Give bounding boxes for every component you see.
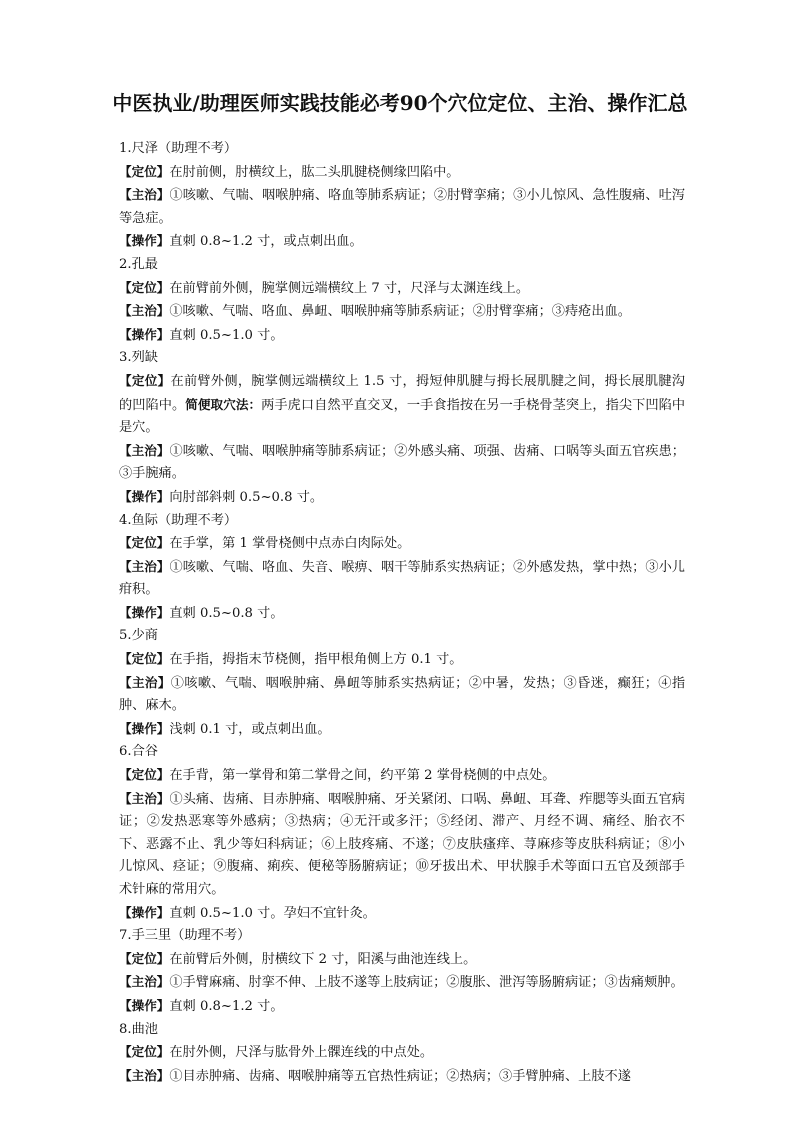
operation-label: 【操作】 [119, 904, 170, 920]
indication-label: 【主治】 [119, 558, 170, 574]
point-heading [119, 254, 685, 277]
point-heading [119, 625, 685, 648]
acupoint-entry-quchi [119, 1019, 685, 1089]
operation-label: 【操作】 [119, 488, 170, 504]
indication-row [119, 1065, 685, 1089]
operation-label: 【操作】 [119, 604, 170, 620]
indication-text: ①咳嗽、气喘、咽喉肿痛等肺系病证；②外感头痛、项强、齿痛、口㖞等头面五官疾患；③手腕痛。 [119, 443, 685, 482]
point-number: 3. [119, 350, 132, 366]
point-note: （助理不考） [171, 928, 251, 944]
operation-text: 浅刺 0.1 寸，或点刺出血。 [169, 721, 331, 737]
operation-row [119, 486, 685, 510]
point-number: 7. [119, 928, 132, 944]
point-heading [119, 1019, 685, 1042]
point-note: （助理不考） [157, 141, 238, 156]
location-label: 【定位】 [119, 163, 170, 179]
point-name: 鱼际 [131, 512, 158, 528]
acupoint-entry-lieque [119, 347, 685, 509]
point-heading [119, 347, 685, 370]
operation-row [119, 995, 685, 1019]
acupoint-entry-shousanli [119, 925, 685, 1018]
operation-text: 向肘部斜刺 0.5~0.8 寸。 [169, 489, 324, 505]
indication-text: ①咳嗽、气喘、咯血、鼻衄、咽喉肿痛等肺系病证；②肘臂挛痛；③痔疮出血。 [169, 304, 631, 320]
location-label: 【定位】 [119, 535, 170, 551]
location-text: 在前臂后外侧，肘横纹下 2 寸，阳溪与曲池连线上。 [169, 951, 477, 967]
acupoint-list [119, 138, 685, 1088]
operation-label: 【操作】 [119, 720, 170, 736]
operation-label: 【操作】 [119, 233, 170, 249]
point-name: 尺泽 [131, 141, 158, 156]
point-number: 4. [119, 512, 132, 528]
location-label: 【定位】 [119, 279, 170, 295]
location-label: 【定位】 [119, 1044, 170, 1060]
location-row [119, 277, 685, 301]
indication-label: 【主治】 [119, 303, 170, 319]
indication-text: ①咳嗽、气喘、咽喉肿痛、咯血等肺系病证；②肘臂挛痛；③小儿惊风、急性腹痛、吐泻等急症。 [119, 188, 685, 226]
indication-label: 【主治】 [119, 442, 170, 458]
point-number: 6. [119, 744, 132, 760]
point-heading [119, 741, 685, 764]
indication-label: 【主治】 [119, 187, 170, 203]
document-title: 中医执业/助理医师实践技能必考90个穴位定位、主治、操作汇总 [112, 91, 688, 115]
location-row [119, 161, 685, 185]
acupoint-entry-shaoshang [119, 625, 685, 741]
operation-label: 【操作】 [119, 326, 170, 342]
indication-text: ①咳嗽、气喘、咽喉肿痛、鼻衄等肺系实热病证；②中暑，发热；③昏迷，癫狂；④指肿、麻木。 [119, 675, 686, 714]
location-text: 在肘前侧，肘横纹上，肱二头肌腱桡侧缘凹陷中。 [169, 164, 460, 180]
operation-row [119, 718, 685, 742]
point-number: 8. [119, 1021, 132, 1037]
easy-locating-text: 两手虎口自然平直交叉，一手食指按在另一手桡骨茎突上，指尖下凹陷中是穴。 [119, 397, 686, 436]
indication-row [119, 971, 685, 995]
indication-row [119, 672, 685, 718]
operation-text: 直刺 0.5~0.8 寸。 [169, 605, 284, 621]
acupoint-entry-hegu [119, 741, 685, 925]
operation-row [119, 230, 685, 254]
location-row [119, 948, 685, 972]
acupoint-entry-chize [119, 138, 685, 254]
location-text: 在手指，拇指末节桡侧，指甲根角侧上方 0.1 寸。 [169, 652, 463, 668]
point-name: 合谷 [131, 744, 158, 760]
point-name: 孔最 [131, 256, 158, 272]
acupoint-entry-yuji [119, 510, 685, 626]
indication-text: ①手臂麻痛、肘挛不伸、上肢不遂等上肢病证；②腹胀、泄泻等肠腑病证；③齿痛颊肿。 [169, 975, 684, 991]
location-row [119, 532, 685, 556]
indication-text: ①目赤肿痛、齿痛、咽喉肿痛等五官热性病证；②热病；③手臂肿痛、上肢不遂 [169, 1068, 631, 1084]
point-number: 5. [119, 628, 132, 644]
location-row [119, 648, 685, 672]
location-text: 在前臂外侧，腕掌侧远端横纹上 1.5 寸，拇短伸肌腱与拇长展肌腱之间，拇长展肌腱沟的凹陷中。 [119, 373, 685, 413]
point-number: 2. [119, 256, 132, 272]
location-label: 【定位】 [119, 372, 171, 388]
point-name: 列缺 [131, 350, 158, 366]
point-note: （助理不考） [157, 512, 238, 528]
point-heading [119, 925, 685, 948]
point-name: 手三里 [131, 928, 172, 944]
location-text: 在前臂前外侧，腕掌侧远端横纹上 7 寸，尺泽与太渊连线上。 [169, 280, 530, 296]
operation-text: 直刺 0.8~1.2 寸，或点刺出血。 [169, 234, 363, 250]
point-name: 少商 [131, 628, 158, 644]
indication-label: 【主治】 [119, 674, 171, 690]
operation-label: 【操作】 [119, 997, 170, 1013]
location-row [119, 370, 685, 440]
indication-label: 【主治】 [119, 974, 170, 990]
operation-text: 直刺 0.8~1.2 寸。 [169, 998, 284, 1014]
indication-text: ①头痛、齿痛、目赤肿痛、咽喉肿痛、牙关紧闭、口㖞、鼻衄、耳聋、痄腮等头面五官病证；②发热恶寒等外感病；③热病；④无汗或多汗；⑤经闭、滞产、月经不调、痛经、胎衣不下、恶露不止、乳少等妇科病证；⑥上肢疼痛、不遂；⑦皮肤瘙痒、荨麻疹等皮肤科病证；⑧小儿惊风、痉证；⑨腹痛、痢疾、便秘等肠腑病证；⑩牙拔出术、甲状腺手术等面口五官及颈部手术针麻的常用穴。 [119, 791, 685, 897]
location-row [119, 1041, 685, 1065]
point-heading [119, 138, 685, 161]
location-label: 【定位】 [119, 651, 170, 667]
indication-label: 【主治】 [119, 1067, 170, 1083]
location-label: 【定位】 [119, 950, 170, 966]
point-heading [119, 510, 685, 533]
operation-text: 直刺 0.5~1.0 寸。 [169, 327, 284, 343]
operation-row [119, 902, 685, 926]
operation-row [119, 602, 685, 626]
easy-locating-label: 简便取穴法： [185, 396, 262, 412]
indication-text: ①咳嗽、气喘、咯血、失音、喉痹、咽干等肺系实热病证；②外感发热，掌中热；③小儿疳积。 [119, 559, 685, 598]
indication-row [119, 556, 685, 602]
acupoint-entry-kongzui [119, 254, 685, 347]
indication-label: 【主治】 [119, 790, 170, 806]
location-row [119, 764, 685, 788]
operation-text: 直刺 0.5~1.0 寸。孕妇不宜针灸。 [169, 905, 376, 921]
location-text: 在肘外侧，尺泽与肱骨外上髁连线的中点处。 [169, 1045, 434, 1061]
point-name: 曲池 [131, 1021, 158, 1037]
indication-row [119, 184, 685, 230]
location-text: 在手掌，第 1 掌骨桡侧中点赤白肉际处。 [169, 536, 411, 552]
operation-row [119, 324, 685, 348]
location-text: 在手背，第一掌骨和第二掌骨之间，约平第 2 掌骨桡侧的中点处。 [169, 768, 556, 784]
indication-row [119, 300, 685, 324]
indication-row [119, 440, 685, 486]
indication-row [119, 788, 685, 902]
point-number: 1. [119, 141, 132, 156]
location-label: 【定位】 [119, 767, 170, 783]
